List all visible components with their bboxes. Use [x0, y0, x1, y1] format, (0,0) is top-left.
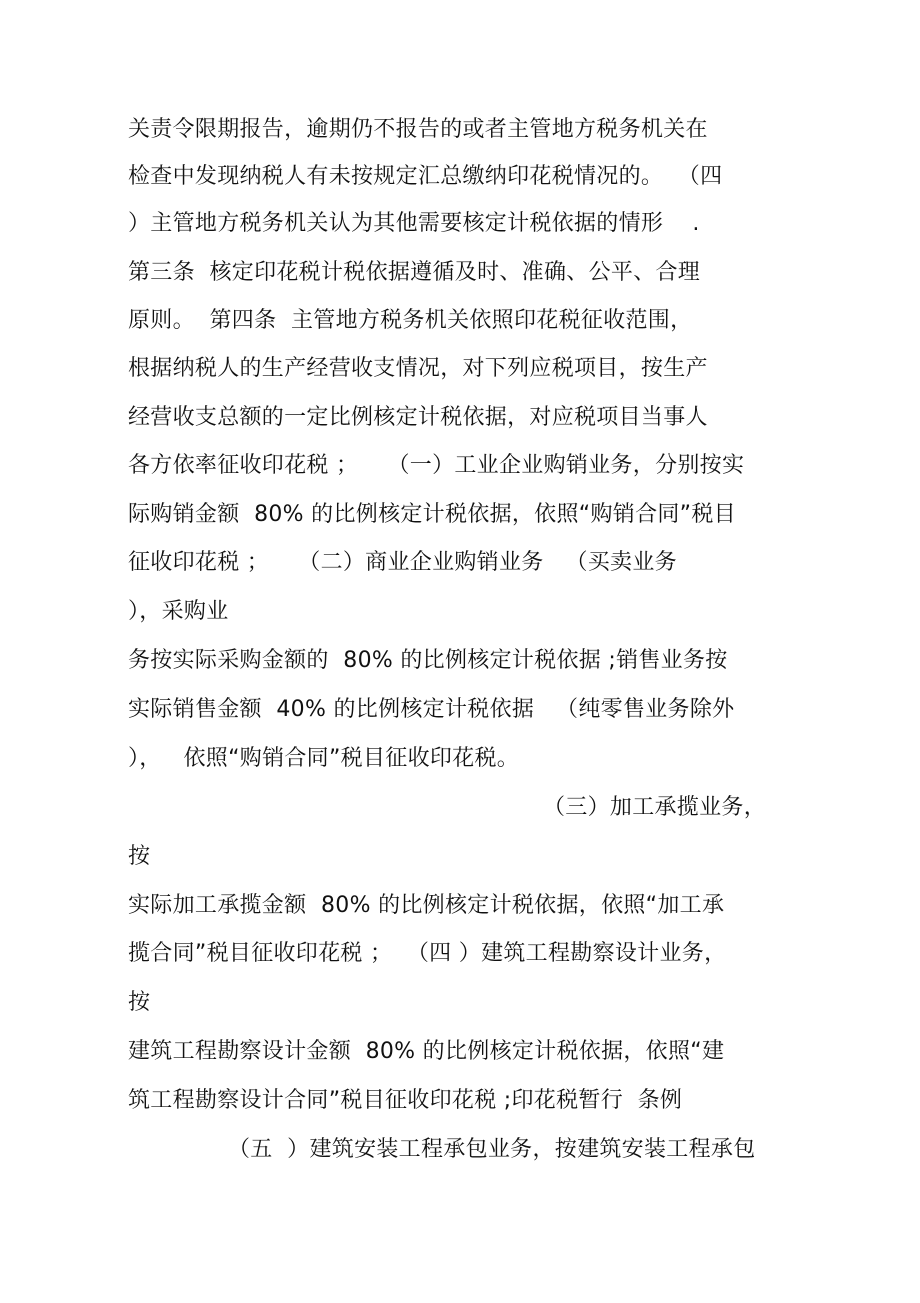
text-line-15: （三）加工承揽业务，	[543, 795, 767, 820]
text-line-1: 关责令限期报告，逾期仍不报告的或者主管地方税务机关在	[128, 117, 708, 142]
text-line-6: 根据纳税人的生产经营收支情况，对下列应税项目，按生产	[128, 356, 708, 381]
text-line-22: （五 ）建筑安装工程承包业务，按建筑安装工程承包	[228, 1137, 756, 1162]
text-line-13: 实际销售金额 40% 的比例核定计税依据 （纯零售业务除外	[128, 697, 735, 722]
text-line-4: 第三条 核定印花税计税依据遵循及时、准确、公平、合理	[128, 260, 701, 285]
text-line-9: 际购销金额 80% 的比例核定计税依据，依照“购销合同”税目	[128, 502, 736, 527]
text-line-3: ）主管地方税务机关认为其他需要核定计税依据的情形 .	[128, 211, 700, 236]
text-line-5: 原则。 第四条 主管地方税务机关依照印花税征收范围，	[128, 308, 693, 333]
text-line-19: 按	[128, 990, 151, 1015]
text-line-11: ），采购业	[128, 599, 229, 624]
text-line-17: 实际加工承揽金额 80% 的比例核定计税依据，依照“加工承	[128, 893, 725, 918]
text-line-14: ）， 依照“购销合同”税目征收印花税。	[128, 746, 520, 771]
text-line-16: 按	[128, 844, 151, 869]
text-line-7: 经营收支总额的一定比例核定计税依据，对应税项目当事人	[128, 405, 708, 430]
text-line-18: 揽合同”税目征收印花税 ； （四 ）建筑工程勘察设计业务，	[128, 941, 727, 966]
text-line-10: 征收印花税 ； （二）商业企业购销业务 （买卖业务	[128, 550, 677, 575]
text-line-21: 筑工程勘察设计合同”税目征收印花税 ;印花税暂行 条例	[128, 1088, 683, 1113]
text-line-20: 建筑工程勘察设计金额 80% 的比例核定计税依据，依照“建	[128, 1039, 725, 1064]
text-line-2: 检查中发现纳税人有未按规定汇总缴纳印花税情况的。 （四	[128, 164, 723, 189]
text-line-8: 各方依率征收印花税 ； （一）工业企业购销业务，分别按实	[128, 453, 745, 478]
text-line-12: 务按实际采购金额的 80% 的比例核定计税依据 ;销售业务按	[128, 648, 728, 673]
